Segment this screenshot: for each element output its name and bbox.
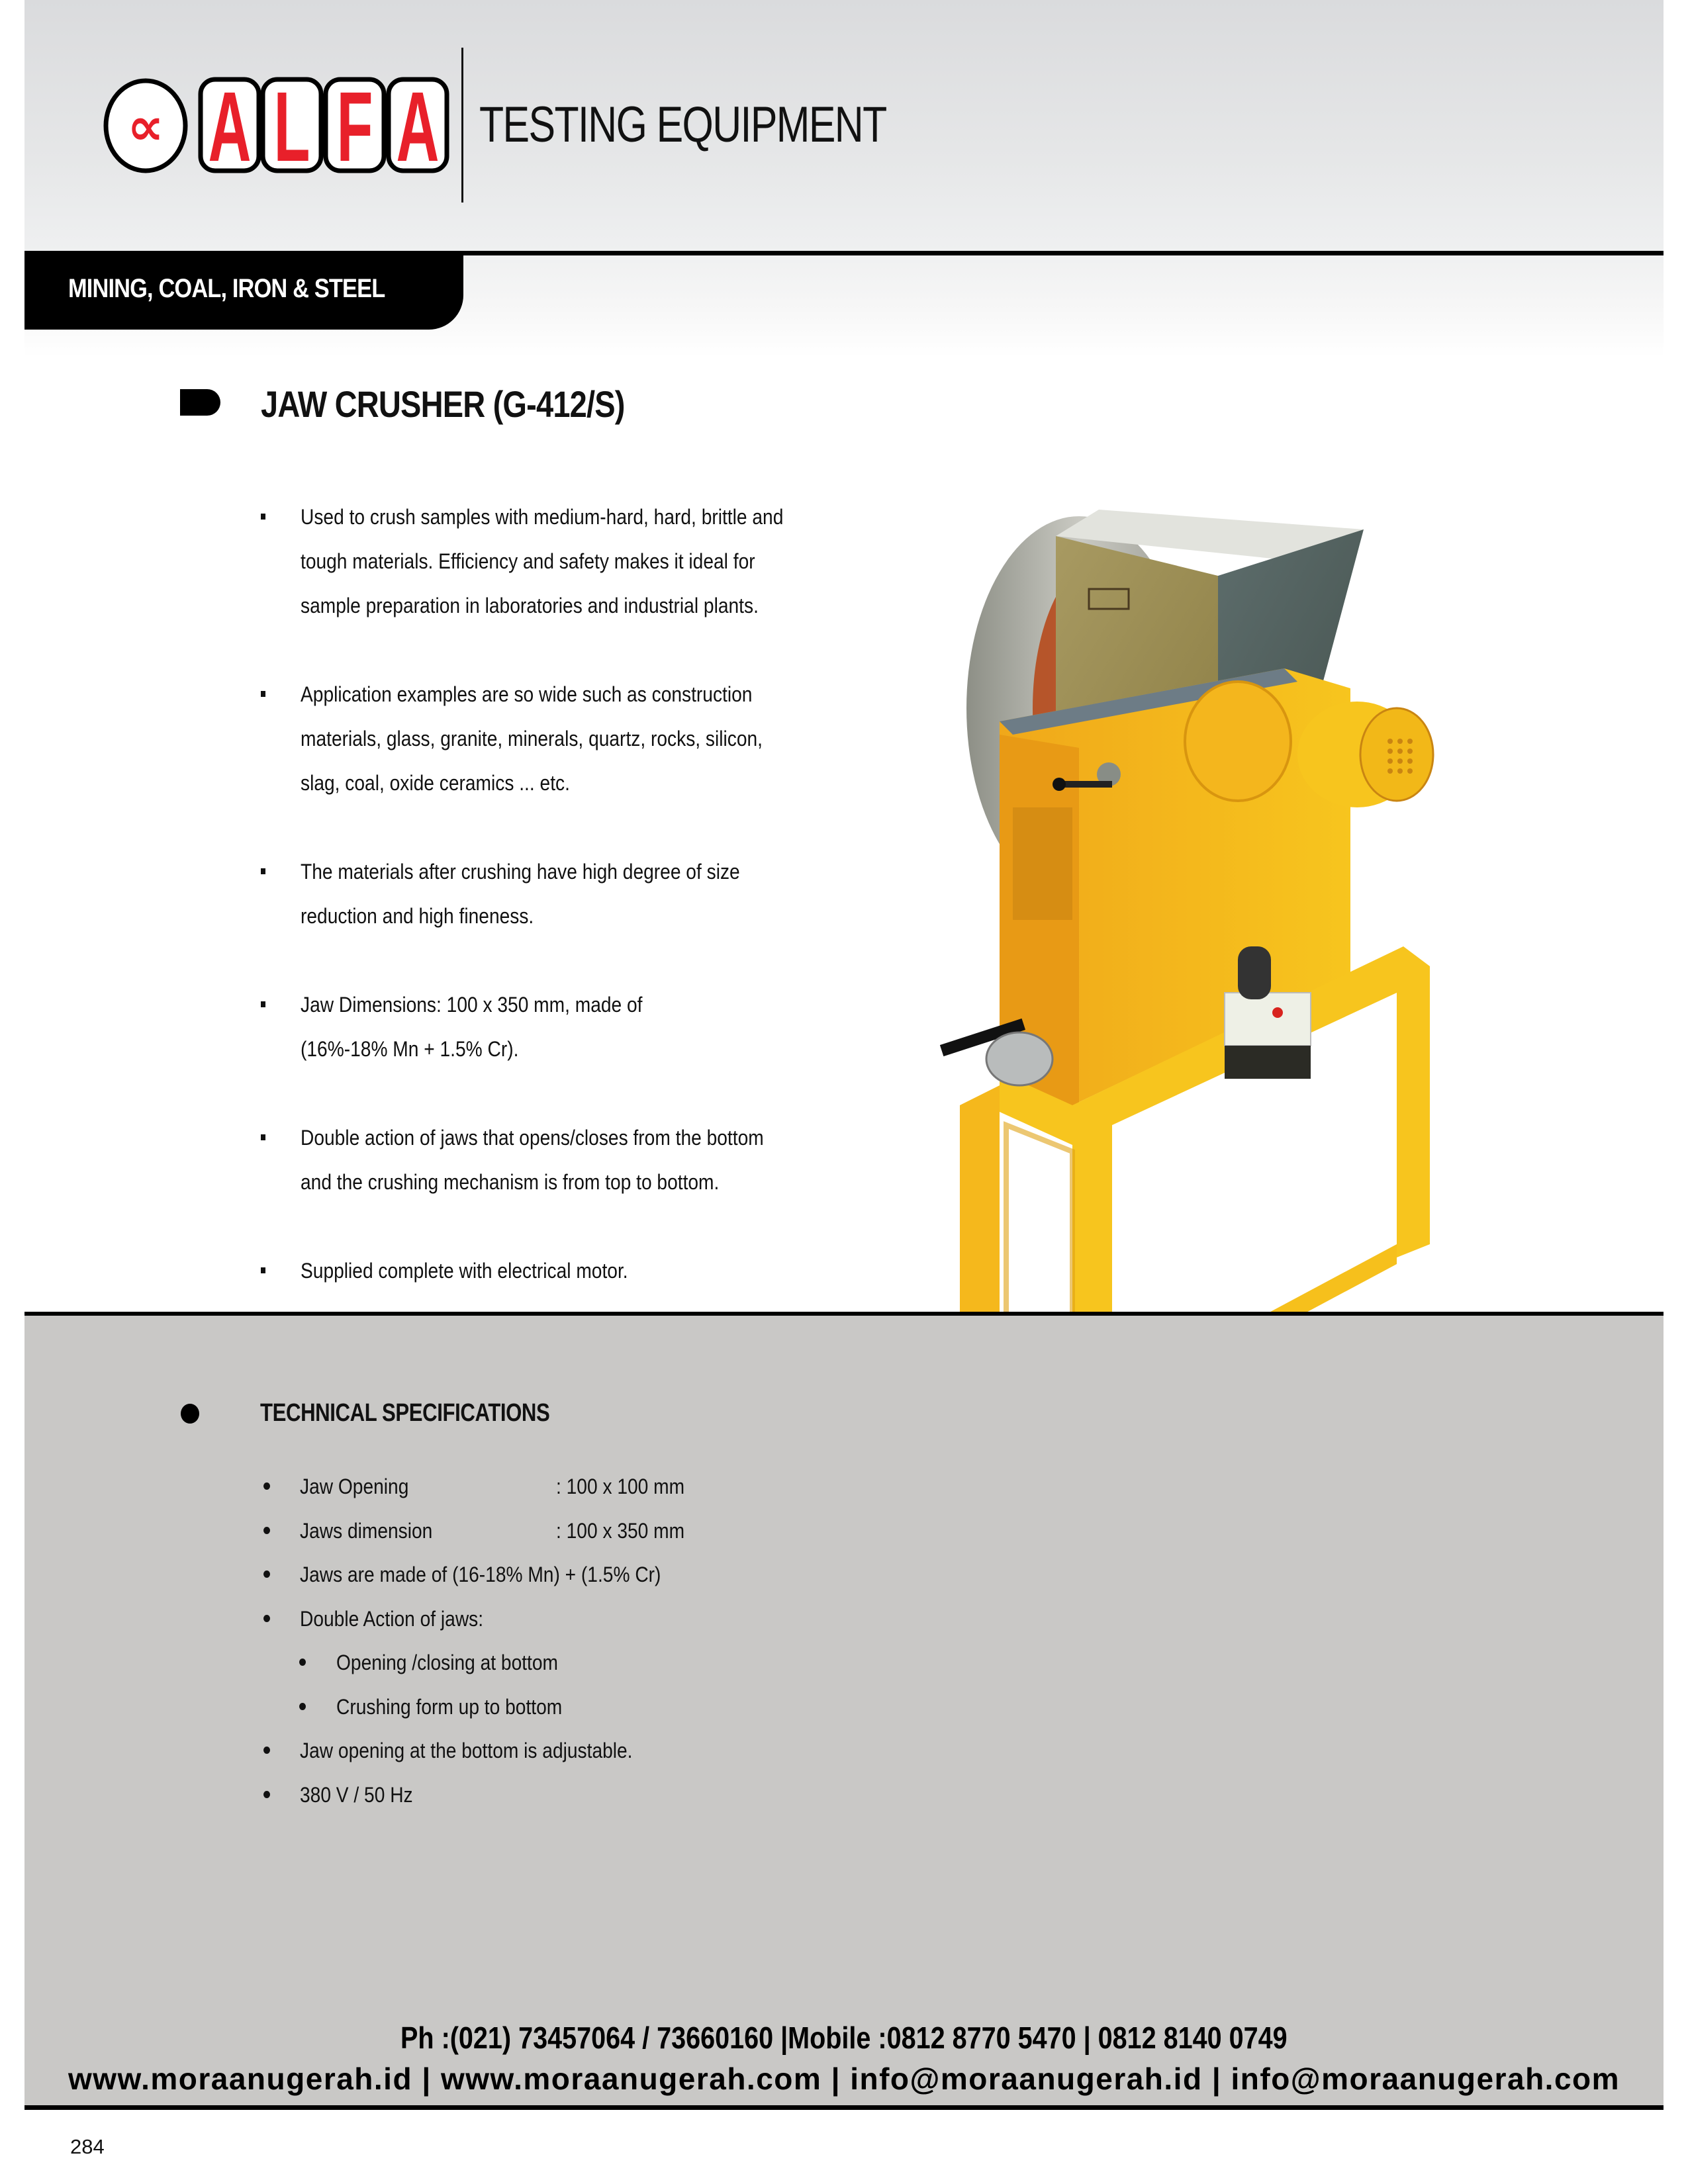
spec-label: Double Action of jaws: [300, 1606, 484, 1631]
feature-text-line: Jaw Dimensions: 100 x 350 mm, made of [301, 993, 643, 1017]
spec-label: 380 V / 50 Hz [300, 1782, 413, 1807]
footer-phone-text: Ph :(021) 73457064 / 73660160 |Mobile :0812 8770 5470 | 0812 8140 0749 [400, 2021, 1288, 2055]
alfa-logo [99, 73, 457, 179]
square-bullet-icon [261, 868, 265, 874]
feature-text-line: sample preparation in laboratories and industrial plants. [301, 594, 759, 617]
square-bullet-icon [261, 1001, 265, 1007]
spec-label: Opening /closing at bottom [336, 1651, 558, 1674]
spec-value: : 100 x 100 mm [556, 1475, 685, 1498]
footer-web-links: www.moraanugerah.id | www.moraanugerah.com | info@moraanugerah.id | info@moraanugerah.com [68, 2062, 1620, 2096]
category-label: MINING, COAL, IRON & STEEL [68, 274, 385, 303]
power-plug [1238, 946, 1271, 999]
feature-text-line: (16%-18% Mn + 1.5% Cr). [301, 1037, 519, 1061]
round-bullet-icon [263, 1615, 270, 1622]
spec-heading-dot-icon [181, 1404, 199, 1424]
logo-letter: F [336, 73, 373, 179]
product-image [940, 490, 1509, 1456]
round-bullet-icon [263, 1791, 270, 1798]
round-bullet-icon [263, 1482, 270, 1490]
spec-label: Jaw Opening [300, 1475, 409, 1498]
panel-top-rule [24, 1312, 1664, 1316]
header-divider [461, 48, 463, 203]
square-bullet-icon [261, 514, 265, 520]
feature-text-line: Double action of jaws that opens/closes from the bottom [301, 1126, 764, 1150]
jaw-crusher-illustration [940, 490, 1509, 1456]
feature-text-line: and the crushing mechanism is from top to bottom. [301, 1170, 720, 1194]
feature-text-line: tough materials. Efficiency and safety makes it ideal for [301, 549, 755, 573]
feature-text-line: slag, coal, oxide ceramics ... etc. [301, 771, 570, 795]
feature-text-line: materials, glass, granite, minerals, quartz, rocks, silicon, [301, 727, 763, 751]
alpha-symbol-icon: ∝ [127, 97, 164, 157]
square-bullet-icon [261, 691, 265, 697]
round-bullet-icon [299, 1659, 306, 1666]
footer-phone [0, 2020, 1688, 2056]
product-title: JAW CRUSHER (G-412/S) [261, 383, 625, 425]
tagline: TESTING EQUIPMENT [479, 97, 886, 153]
spec-label: Jaws are made of (16-18% Mn) + (1.5% Cr) [300, 1563, 661, 1586]
spec-label: Jaws dimension [300, 1518, 433, 1543]
feature-text-line: reduction and high fineness. [301, 904, 534, 928]
feature-text-line: Supplied complete with electrical motor. [301, 1259, 628, 1283]
logo-letter: L [273, 73, 310, 179]
logo-letter: A [396, 73, 440, 179]
spec-value: : 100 x 350 mm [556, 1518, 685, 1543]
feature-text-line: The materials after crushing have high degree of size [301, 860, 740, 884]
round-bullet-icon [299, 1703, 306, 1710]
feature-text-line: Application examples are so wide such as construction [301, 682, 753, 706]
round-bullet-icon [263, 1747, 270, 1754]
square-bullet-icon [261, 1134, 265, 1140]
feature-text-line: Used to crush samples with medium-hard, hard, brittle and [301, 505, 784, 529]
specs-panel [24, 1313, 1664, 2109]
spec-label: Crushing form up to bottom [336, 1694, 563, 1719]
page-number: 284 [70, 2135, 105, 2158]
pulley-cover [1185, 682, 1291, 801]
footer-rule [24, 2105, 1664, 2110]
switch-box [1225, 993, 1311, 1046]
title-marker-icon [180, 389, 220, 416]
logo-letter: A [208, 73, 252, 179]
spec-label: Jaw opening at the bottom is adjustable. [300, 1739, 633, 1762]
round-bullet-icon [263, 1527, 270, 1534]
square-bullet-icon [261, 1267, 265, 1273]
specs-heading: TECHNICAL SPECIFICATIONS [260, 1399, 550, 1427]
round-bullet-icon [263, 1570, 270, 1578]
